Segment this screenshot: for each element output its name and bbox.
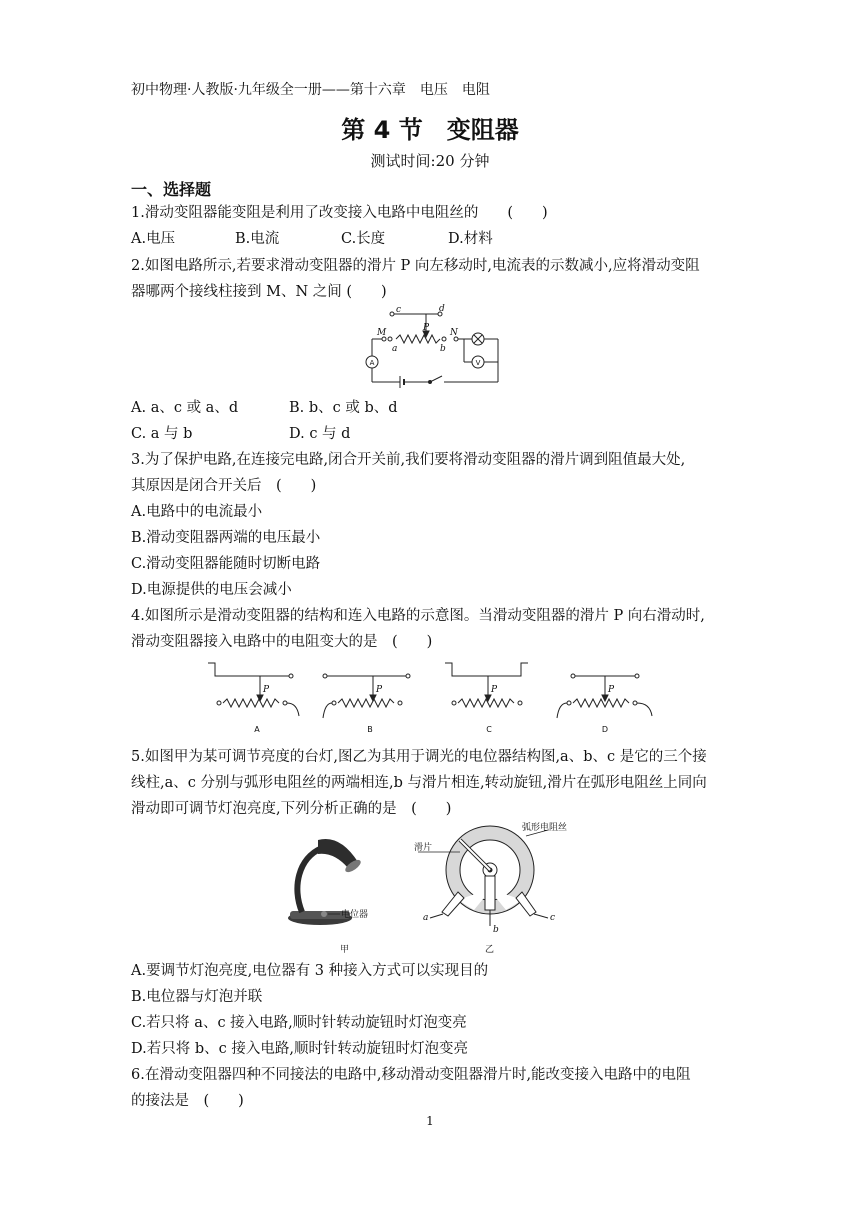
q4-stem-line2: 滑动变阻器接入电路中的电阻变大的是 ( ) [131,634,433,650]
q5-terminal-b: b [493,925,499,935]
q5-fig-label-a: 甲 [340,945,350,955]
q6-stem-line2: 的接法是 ( ) [131,1093,244,1109]
potentiometer-drawing [418,826,548,926]
q6-stem-line1: 6.在滑动变阻器四种不同接法的电路中,移动滑动变阻器滑片时,能改变接入电路中的电阻 [131,1067,691,1083]
q2-option-c: C. a 与 b [131,426,193,442]
q2-label-b: b [440,344,446,354]
q4-rheostat-figures [205,658,660,740]
q5-stem-line3: 滑动即可调节灯泡亮度,下列分析正确的是 ( ) [131,801,452,817]
q4-fig-label-d: D [601,725,609,734]
q5-fig-label-b: 乙 [485,945,495,955]
q4-slider-label-d: P [608,685,615,695]
q5-arc-wire-label: 弧形电阻丝 [522,823,568,833]
q3-option-b: B.滑动变阻器两端的电压最小 [131,530,321,546]
q2-label-d: d [439,304,445,314]
q5-terminal-a: a [423,913,429,923]
q4-slider-label-c: P [491,685,498,695]
q1-option-b: B.电流 [235,231,280,247]
q2-option-d: D. c 与 d [289,426,351,442]
q4-slider-label-b: P [376,685,383,695]
q2-label-c: c [396,305,402,315]
q4-fig-label-b: B [367,725,373,734]
q1-stem: 1.滑动变阻器能变阻是利用了改变接入电路中电阻丝的 ( ) [131,205,548,221]
q5-lamp-potentiometer-diagram [278,818,578,958]
q5-potentiometer-label: 电位器 [341,910,369,920]
q2-option-b: B. b、c 或 b、d [289,400,398,416]
q5-option-a: A.要调节灯泡亮度,电位器有 3 种接入方式可以实现目的 [131,963,489,979]
q2-option-a: A. a、c 或 a、d [131,400,239,416]
test-time: 测试时间:20 分钟 [370,152,490,170]
q3-option-d: D.电源提供的电压会减小 [131,582,292,598]
q2-circuit-figure [360,304,510,394]
q2-stem-line1: 2.如图电路所示,若要求滑动变阻器的滑片 P 向左移动时,电流表的示数减小,应将滑动变阻 [131,258,700,274]
q3-stem-line1: 3.为了保护电路,在连接完电路,闭合开关前,我们要将滑动变阻器的滑片调到阻值最大处, [131,452,686,468]
breadcrumb: 初中物理·人教版·九年级全一册——第十六章 电压 电阻 [131,82,490,98]
q4-fig-label-c: C [486,725,492,734]
q2-circuit-diagram [360,304,510,394]
q2-label-m: M [377,328,387,338]
q2-ammeter-label: A [369,359,375,367]
q2-label-n: N [450,328,458,338]
q3-option-a: A.电路中的电流最小 [131,504,263,520]
q5-stem-line1: 5.如图甲为某可调节亮度的台灯,图乙为其用于调光的电位器结构图,a、b、c 是它的三个接 [131,749,707,765]
q2-label-a: a [392,344,398,354]
page-title: 第 4 节 变阻器 [341,116,519,144]
q5-terminal-c: c [550,913,556,923]
q3-option-c: C.滑动变阻器能随时切断电路 [131,556,321,572]
q4-stem-line1: 4.如图所示是滑动变阻器的结构和连入电路的示意图。当滑动变阻器的滑片 P 向右滑动时, [131,608,705,624]
section-heading: 一、选择题 [131,180,212,199]
q5-option-d: D.若只将 b、c 接入电路,顺时针转动旋钮时灯泡变亮 [131,1041,468,1057]
q1-option-c: C.长度 [341,231,386,247]
q2-stem-line2: 器哪两个接线柱接到 M、N 之间 ( ) [131,284,387,300]
q2-label-p: P [423,323,430,333]
page-number: 1 [426,1114,434,1128]
q4-fig-label-a: A [254,725,260,734]
q3-stem-line2: 其原因是闭合开关后 ( ) [131,478,317,494]
q2-voltmeter-label: V [475,359,481,367]
q4-slider-label-a: P [263,685,270,695]
q1-option-a: A.电压 [131,231,176,247]
q5-figure [278,818,578,958]
q5-slider-label: 滑片 [414,843,433,853]
q5-stem-line2: 线柱,a、c 分别与弧形电阻丝的两端相连,b 与滑片相连,转动旋钮,滑片在弧形电阻丝上同向 [131,775,707,791]
q5-option-b: B.电位器与灯泡并联 [131,989,263,1005]
q4-rheostat-diagrams [205,658,660,740]
q1-option-d: D.材料 [448,231,493,247]
q5-option-c: C.若只将 a、c 接入电路,顺时针转动旋钮时灯泡变亮 [131,1015,467,1031]
